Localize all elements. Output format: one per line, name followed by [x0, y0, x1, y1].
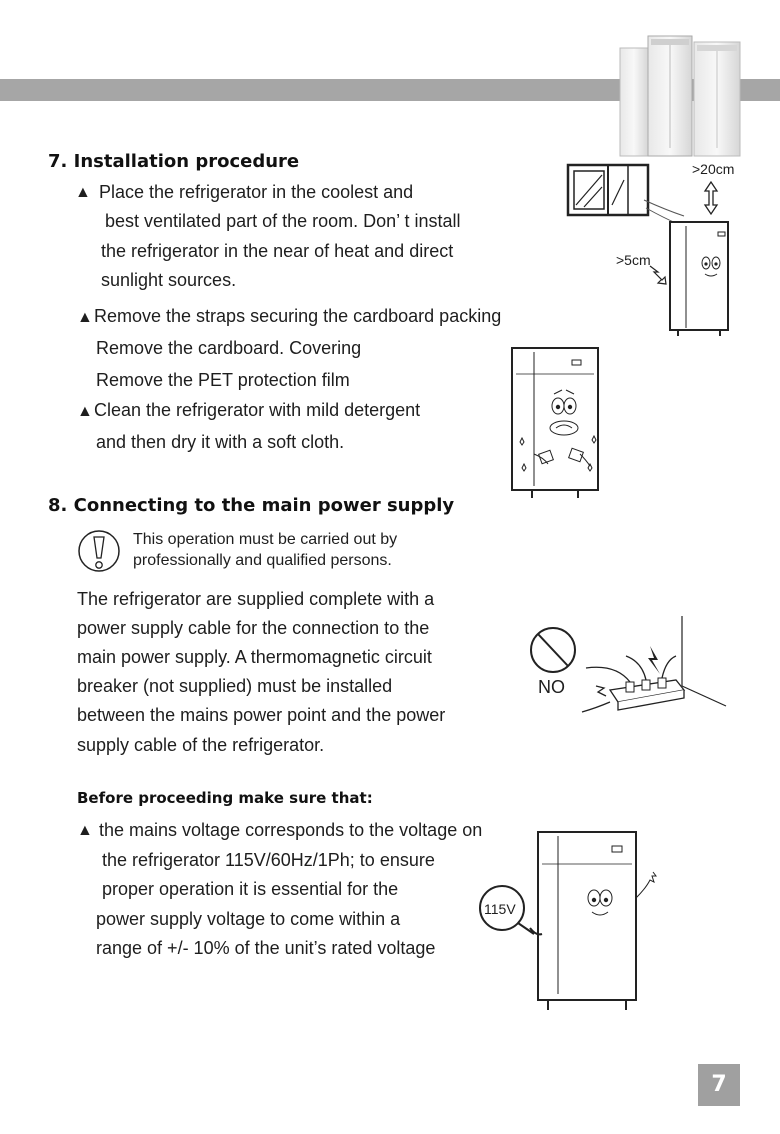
- voltage-line: power supply voltage to come within a: [96, 909, 401, 929]
- bullet3-line: Clean the refrigerator with mild detergent: [94, 400, 421, 420]
- voltage-line: the mains voltage corresponds to the voltage on: [99, 820, 483, 840]
- bullet1-line: sunlight sources.: [101, 270, 237, 290]
- page-number: 7: [698, 1064, 740, 1106]
- voltage-line: the refrigerator 115V/60Hz/1Ph; to ensure: [102, 850, 435, 870]
- bullet-marker: ▲: [77, 403, 93, 420]
- warning-text-line: This operation must be carried out by: [133, 531, 398, 548]
- power-paragraph-line: The refrigerator are supplied complete with a: [77, 589, 435, 609]
- bullet1-line: best ventilated part of the room. Don’ t install: [105, 211, 461, 231]
- clearance-figure: [566, 160, 746, 340]
- bullet3-line: and then dry it with a soft cloth.: [96, 432, 345, 452]
- voltage-figure: [478, 828, 668, 1018]
- power-strip-figure: [526, 616, 730, 726]
- bullet1-line: the refrigerator in the near of heat and direct: [101, 241, 454, 261]
- voltage-line: proper operation it is essential for the: [102, 879, 399, 899]
- product-photo: [608, 30, 748, 165]
- warning-icon: [77, 528, 121, 574]
- before-title: Before proceeding make sure that:: [77, 789, 373, 807]
- bullet1-line: Place the refrigerator in the coolest and: [99, 182, 414, 202]
- power-paragraph-line: between the mains power point and the power: [77, 705, 446, 725]
- section-7-title: 7. Installation procedure: [48, 151, 300, 172]
- voltage-line: range of +/- 10% of the unit’s rated voltage: [96, 938, 436, 958]
- bullet-marker: ▲: [77, 309, 93, 326]
- cleaning-figure: [510, 346, 602, 501]
- voltage-label: 115V: [484, 901, 516, 917]
- bullet2-line: Remove the straps securing the cardboard packing: [94, 306, 502, 326]
- bullet-marker: ▲: [77, 822, 93, 839]
- top-clearance-label: >20cm: [692, 161, 735, 177]
- no-label: NO: [538, 677, 565, 697]
- warning-text-line: professionally and qualified persons.: [133, 552, 392, 569]
- bullet2-line: Remove the PET protection film: [96, 370, 350, 390]
- power-paragraph-line: main power supply. A thermomagnetic circuit: [77, 647, 432, 667]
- bullet2-line: Remove the cardboard. Covering: [96, 338, 362, 358]
- bullet-marker: ▲: [75, 184, 91, 201]
- section-8-title: 8. Connecting to the main power supply: [48, 495, 455, 516]
- power-paragraph-line: power supply cable for the connection to the: [77, 618, 430, 638]
- power-paragraph-line: supply cable of the refrigerator.: [77, 735, 325, 755]
- side-clearance-label: >5cm: [616, 252, 651, 268]
- power-paragraph-line: breaker (not supplied) must be installed: [77, 676, 393, 696]
